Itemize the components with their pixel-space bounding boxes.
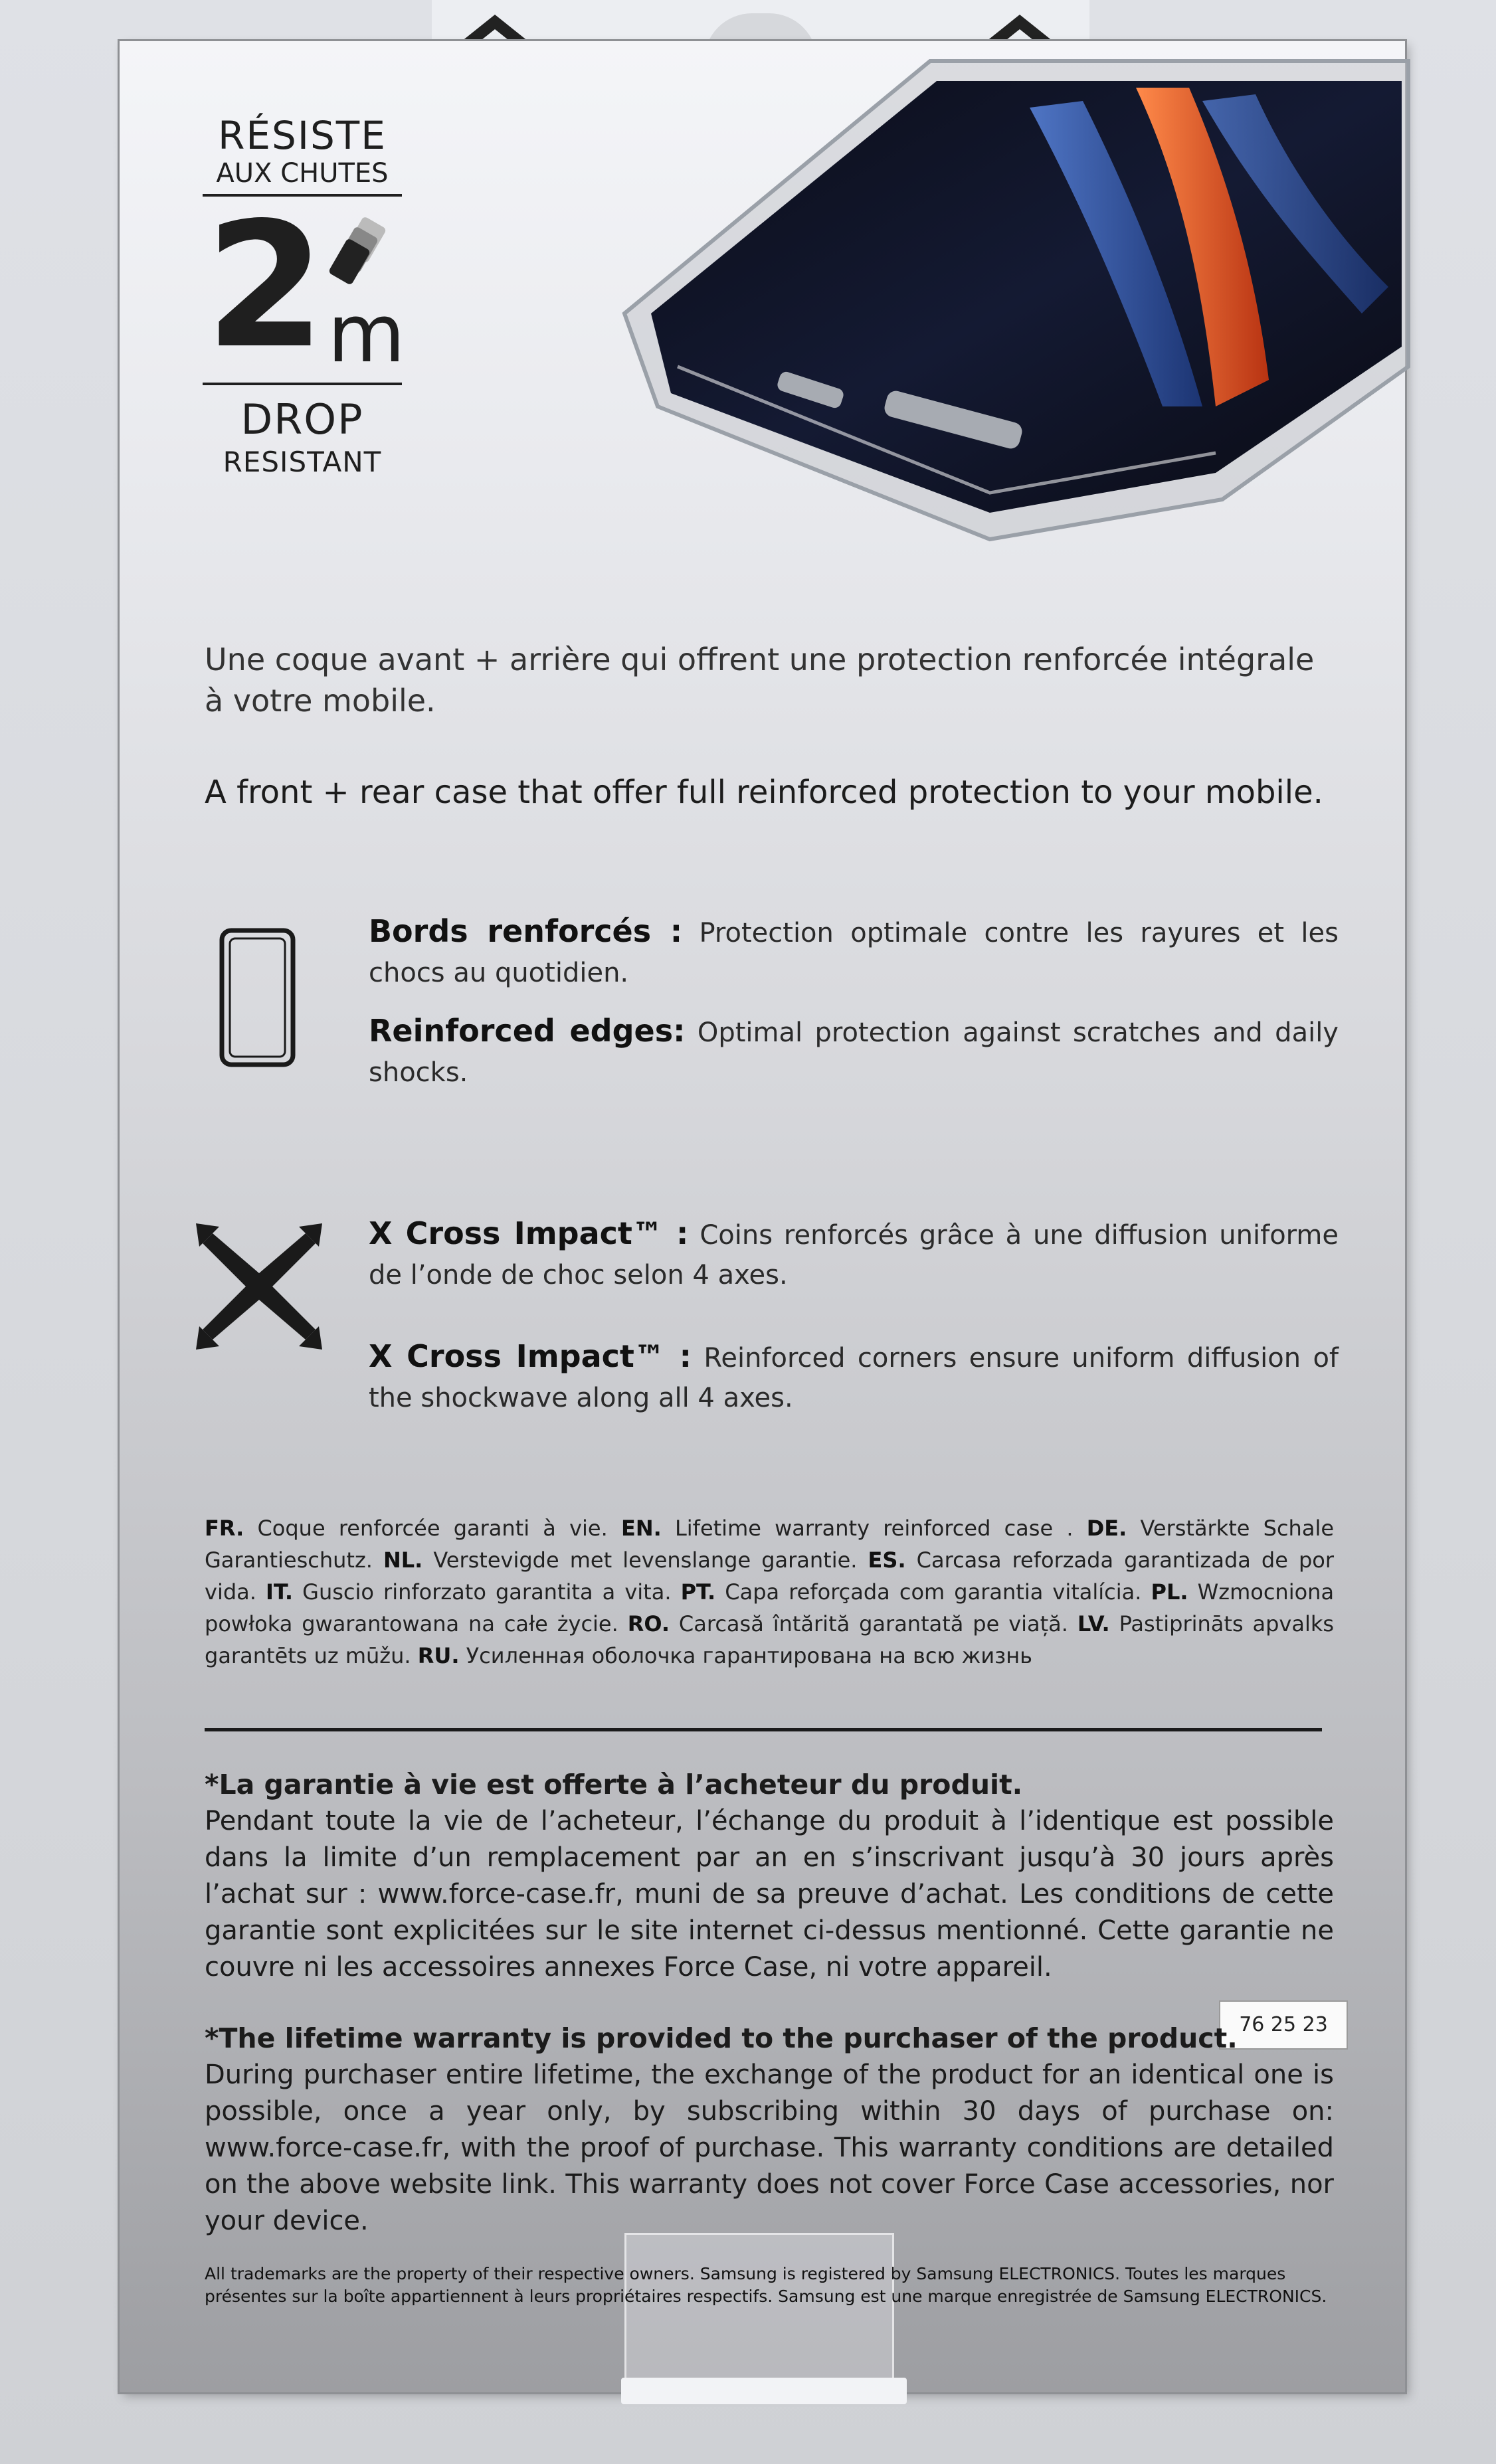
lang-code: PL. <box>1151 1579 1188 1605</box>
lang-text: Verstevigde met levenslange garantie. <box>433 1547 858 1573</box>
lang-code: IT. <box>266 1579 294 1605</box>
lang-text: Verstärkte Schale Garantieschutz. <box>205 1516 1335 1573</box>
lang-code: RO. <box>627 1611 670 1636</box>
lang-code: ES. <box>868 1547 906 1573</box>
warranty-en-title: *The lifetime warranty is provided to the purchaser of the product. <box>205 2022 1238 2054</box>
feature-text: Coins renforcés grâce à une diffusion uniforme de l’onde de choc selon 4 axes. <box>369 1220 1339 1290</box>
product-code-sticker: 76 25 23 <box>1219 2000 1348 2050</box>
lang-text: Усиленная оболочка гарантирована на всю жизнь <box>466 1643 1032 1668</box>
product-box <box>120 41 1405 2392</box>
multilingual-warranty <box>205 1512 1334 1672</box>
feature-title: Bords renforcés : <box>369 913 683 949</box>
lang-code: FR. <box>205 1516 244 1541</box>
warranty-fr <box>205 1767 1334 1986</box>
feature-text: Reinforced corners ensure uniform diffusion of the shockwave along all 4 axes. <box>369 1343 1339 1413</box>
phone-outline-icon <box>219 928 296 1067</box>
feature-title: Reinforced edges: <box>369 1013 686 1049</box>
drop-fr-title: RÉSISTE <box>218 113 387 158</box>
trademark-fine-print: All trademarks are the property of their respective owners. Samsung is registered by Samsung ELECTRONICS. Toutes les marques présentes sur la boîte appartiennent à leurs propriétaires respectifs. Samsung est une marque enregistrée de Samsung ELECTRONICS. <box>205 2264 1327 2306</box>
clear-tab <box>624 2233 894 2396</box>
drop-en-subtitle: RESISTANT <box>223 446 382 478</box>
x-cross-impact-icon <box>193 1220 326 1353</box>
feature-text: Protection optimale contre les rayures et les chocs au quotidien. <box>369 918 1339 988</box>
warranty-fr-body: Pendant toute la vie de l’acheteur, l’échange du produit à l’identique est possible dans la limite d’un remplacement par an en s’inscrivant jusqu’à 30 jours après l’achat sur : www.force-case.fr, muni de sa preuve d’achat. Les conditions de cette garantie sont explicitées sur le site internet ci-dessus mentionné. Cette garantie ne couvre ni les accessoires annexes Force Case, ni votre appareil. <box>205 1806 1334 1982</box>
lang-code: NL. <box>383 1547 423 1573</box>
bottom-slot <box>621 2378 907 2404</box>
warranty-en-body: During purchaser entire lifetime, the exchange of the product for an identical one is possible, once a year only, by subscribing within 30 days of purchase on: www.force-case.fr, with the proof of purchase. This warranty conditions are detailed on the above website link. This warranty does not cover Force Case accessories, nor your device. <box>205 2060 1334 2236</box>
lang-text: Pastiprināts apvalks garantēts uz mūžu. <box>205 1611 1335 1668</box>
feature-cross-fr <box>369 1213 1339 1295</box>
feature-edges-en <box>369 1011 1339 1093</box>
feature-cross-en <box>369 1336 1339 1418</box>
phone-case-image <box>618 35 1415 566</box>
lang-code: PT. <box>680 1579 716 1605</box>
drop-height-number: 2 <box>205 186 320 387</box>
drop-height <box>203 186 405 387</box>
drop-en-title: DROP <box>240 395 364 444</box>
warranty-en <box>205 2020 1334 2240</box>
lang-text: Guscio rinforzato garantita a vita. <box>302 1579 672 1605</box>
lang-code: DE. <box>1086 1516 1127 1541</box>
drop-height-unit: m <box>327 288 405 381</box>
lang-text: Lifetime warranty reinforced case . <box>674 1516 1074 1541</box>
lang-text: Carcasa reforzada garantizada de por vida. <box>205 1547 1335 1605</box>
section-divider <box>205 1728 1322 1731</box>
lang-text: Coque renforcée garanti à vie. <box>257 1516 608 1541</box>
lang-code: EN. <box>620 1516 662 1541</box>
intro-text-fr: Une coque avant + arrière qui offrent une protection renforcée intégrale à votre mobile. <box>205 642 1315 719</box>
warranty-fr-title: *La garantie à vie est offerte à l’acheteur du produit. <box>205 1769 1023 1801</box>
drop-fr-subtitle: AUX CHUTES <box>203 157 402 197</box>
lang-text: Carcasă întărită garantată pe viață. <box>678 1611 1068 1636</box>
intro-text-en: A front + rear case that offer full reinforced protection to your mobile. <box>205 774 1323 811</box>
lang-code: LV. <box>1077 1611 1110 1636</box>
feature-title: X Cross Impact™ : <box>369 1215 689 1251</box>
stacked-phones-icon <box>319 217 392 290</box>
drop-resistance-badge <box>203 113 405 478</box>
lang-text: Capa reforçada com garantia vitalícia. <box>725 1579 1142 1605</box>
feature-edges-fr <box>369 911 1339 993</box>
feature-title: X Cross Impact™ : <box>369 1338 692 1374</box>
lang-code: RU. <box>417 1643 460 1668</box>
lang-text: Wzmocniona powłoka gwarantowana na całe życie. <box>205 1579 1335 1636</box>
feature-text: Optimal protection against scratches and daily shocks. <box>369 1017 1339 1088</box>
